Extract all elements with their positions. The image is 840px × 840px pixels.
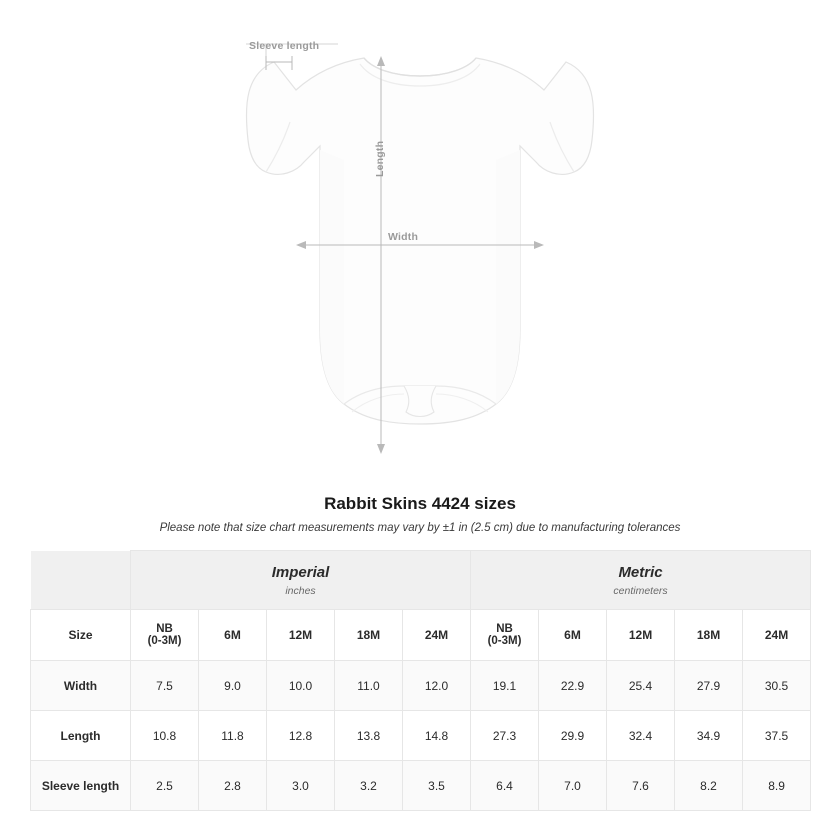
table-row (31, 661, 811, 711)
col-header-imperial-nb-sub: (0-3M) (147, 635, 182, 647)
size-chart-table-wrap (30, 550, 810, 811)
col-header-metric-nb-sub: (0-3M) (487, 635, 522, 647)
cell-width-imperial-18m: 11.0 (335, 661, 403, 711)
cell-sleeve-metric-nb: 6.4 (471, 761, 539, 811)
cell-sleeve-imperial-12m: 3.0 (267, 761, 335, 811)
row-label-width: Width (31, 661, 131, 711)
system-header-row (31, 551, 811, 610)
cell-width-metric-nb: 19.1 (471, 661, 539, 711)
col-header-metric-nb-main: NB (496, 623, 513, 635)
cell-length-imperial-6m: 11.8 (199, 711, 267, 761)
cell-length-metric-24m: 37.5 (743, 711, 811, 761)
system-metric-unit: centimeters (613, 584, 668, 597)
system-imperial-name: Imperial (271, 563, 330, 581)
cell-length-imperial-nb: 10.8 (131, 711, 199, 761)
col-header-imperial-nb (131, 610, 199, 661)
length-label: Length (374, 140, 386, 177)
cell-width-imperial-nb: 7.5 (131, 661, 199, 711)
sleeve-length-label: Sleeve length (249, 40, 320, 52)
cell-width-metric-12m: 25.4 (607, 661, 675, 711)
col-header-metric-12m: 12M (607, 610, 675, 661)
cell-length-metric-nb: 27.3 (471, 711, 539, 761)
cell-width-imperial-12m: 10.0 (267, 661, 335, 711)
col-header-imperial-24m: 24M (403, 610, 471, 661)
row-label-length: Length (31, 711, 131, 761)
title-block (0, 494, 840, 534)
cell-width-imperial-6m: 9.0 (199, 661, 267, 711)
cell-width-imperial-24m: 12.0 (403, 661, 471, 711)
cell-length-imperial-18m: 13.8 (335, 711, 403, 761)
table-row (31, 761, 811, 811)
column-header-row (31, 610, 811, 661)
cell-sleeve-imperial-18m: 3.2 (335, 761, 403, 811)
cell-sleeve-metric-12m: 7.6 (607, 761, 675, 811)
cell-sleeve-imperial-6m: 2.8 (199, 761, 267, 811)
table-row (31, 711, 811, 761)
row-label-sleeve-length: Sleeve length (31, 761, 131, 811)
col-header-imperial-12m: 12M (267, 610, 335, 661)
cell-width-metric-18m: 27.9 (675, 661, 743, 711)
col-header-metric-18m: 18M (675, 610, 743, 661)
col-header-imperial-nb-main: NB (156, 623, 173, 635)
cell-length-metric-18m: 34.9 (675, 711, 743, 761)
size-chart-table (30, 550, 811, 811)
cell-sleeve-metric-18m: 8.2 (675, 761, 743, 811)
system-imperial (131, 551, 471, 610)
tolerance-note: Please note that size chart measurements may vary by ±1 in (2.5 cm) due to manufacturing tolerances (159, 522, 681, 534)
col-header-metric-6m: 6M (539, 610, 607, 661)
col-header-imperial-18m: 18M (335, 610, 403, 661)
cell-length-imperial-24m: 14.8 (403, 711, 471, 761)
cell-width-metric-24m: 30.5 (743, 661, 811, 711)
page-title: Rabbit Skins 4424 sizes (324, 494, 516, 513)
cell-length-imperial-12m: 12.8 (267, 711, 335, 761)
cell-length-metric-6m: 29.9 (539, 711, 607, 761)
corner-cell (31, 551, 131, 610)
cell-length-metric-12m: 32.4 (607, 711, 675, 761)
col-header-metric-nb (471, 610, 539, 661)
width-label: Width (388, 231, 419, 243)
cell-sleeve-imperial-nb: 2.5 (131, 761, 199, 811)
cell-sleeve-metric-24m: 8.9 (743, 761, 811, 811)
col-header-imperial-6m: 6M (199, 610, 267, 661)
system-metric (471, 551, 811, 610)
cell-width-metric-6m: 22.9 (539, 661, 607, 711)
cell-sleeve-metric-6m: 7.0 (539, 761, 607, 811)
system-imperial-unit: inches (285, 584, 316, 597)
col-header-metric-24m: 24M (743, 610, 811, 661)
system-metric-name: Metric (618, 563, 663, 581)
size-header: Size (31, 610, 131, 661)
cell-sleeve-imperial-24m: 3.5 (403, 761, 471, 811)
